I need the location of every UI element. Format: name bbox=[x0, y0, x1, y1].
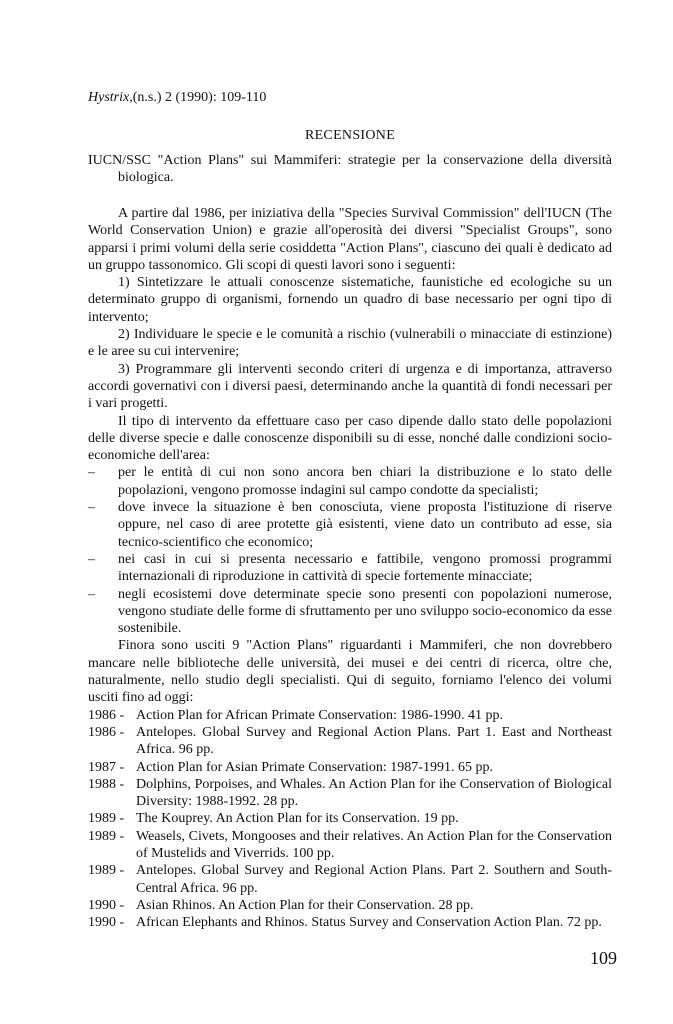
dash-marker: – bbox=[88, 551, 95, 567]
paragraph-intervention-type: Il tipo di intervento da effettuare caso per caso dipende dallo stato delle popolazioni delle diverse specie e dalle conoscenze disponibili su di esse, nonché dalle condizioni socio-economiche dell'area: bbox=[88, 413, 612, 464]
bullet-item bbox=[88, 464, 612, 499]
volume-entry bbox=[88, 914, 612, 931]
volume-year: 1989 - bbox=[88, 828, 125, 844]
volume-year: 1989 - bbox=[88, 811, 125, 827]
volume-year: 1986 - bbox=[88, 707, 125, 723]
bullet-text: per le entità di cui non sono ancora ben chiari la distribuzione e lo stato delle popolazioni, vengono promosse indagini sul campo condotte da specialisti; bbox=[118, 465, 612, 498]
volume-text: Antelopes. Global Survey and Regional Action Plans. Part 2. Southern and South-Central Africa. 96 pp. bbox=[136, 863, 612, 896]
paragraph-aim-2: 2) Individuare le specie e le comunità a rischio (vulnerabili o minacciate di estinzione) e le aree su cui intervenire; bbox=[88, 327, 612, 360]
volume-year: 1987 - bbox=[88, 759, 125, 775]
volume-text: Antelopes. Global Survey and Regional Action Plans. Part 1. East and Northeast Africa. 96 pp. bbox=[136, 724, 612, 758]
volume-year: 1990 - bbox=[88, 897, 125, 913]
volume-entry bbox=[88, 707, 612, 724]
journal-name: Hystrix, bbox=[88, 90, 133, 105]
volume-year: 1988 - bbox=[88, 776, 125, 792]
journal-volume-pages: (n.s.) 2 (1990): 109-110 bbox=[132, 90, 267, 105]
paragraph-aim-1: 1) Sintetizzare le attuali conoscenze sistematiche, faunistiche ed ecologiche su un determinato gruppo di organismi, fornendo un quadro di base necessario per ogni tipo di intervento; bbox=[88, 275, 612, 325]
volume-text: Weasels, Civets, Mongooses and their relatives. An Action Plan for the Conservation of Mustelids and Viverrids. 100 pp. bbox=[136, 828, 612, 861]
volume-entry bbox=[88, 776, 612, 811]
volume-entry bbox=[88, 828, 612, 863]
volume-entry bbox=[88, 810, 612, 827]
volume-text: Asian Rhinos. An Action Plan for their Conservation. 28 pp. bbox=[136, 897, 474, 913]
journal-citation bbox=[88, 90, 266, 106]
bullet-text: dove invece la situazione è ben conosciuta, viene proposta l'istituzione di riserve oppure, nel caso di aree protette già esistenti, viene dato un contributo ad esse, sia tecnico-scientifico che economico; bbox=[118, 500, 612, 550]
volume-entry bbox=[88, 759, 612, 776]
volume-text: Action Plan for African Primate Conservation: 1986-1990. 41 pp. bbox=[136, 707, 504, 723]
dash-marker: – bbox=[88, 500, 95, 516]
paragraph-intro: A partire dal 1986, per iniziativa della "Species Survival Commission" dell'IUCN (The World Conservation Union) e grazie all'operosità dei diversi "Specialist Groups", sono apparsi i primi volumi della serie cosiddetta "Action Plans", ciascuno dei quali è dedicato ad un gruppo tassonomico. Gli scopi di questi lavori sono i seguenti: bbox=[88, 206, 612, 273]
volume-text: Action Plan for Asian Primate Conservation: 1987-1991. 65 pp. bbox=[136, 759, 493, 775]
review-subtitle: IUCN/SSC "Action Plans" sui Mammiferi: strategie per la conservazione della diversità biologica. bbox=[88, 153, 612, 185]
paragraph-aim-3: 3) Programmare gli interventi secondo criteri di urgenza e di importanza, attraverso accordi governativi con i diversi paesi, determinando anche la quantità di fondi necessari per i vari progetti. bbox=[88, 361, 612, 412]
paragraph-closing: Finora sono usciti 9 "Action Plans" riguardanti i Mammiferi, che non dovrebbero mancare nelle biblioteche delle università, dei musei e dei centri di ricerca, oltre che, naturalmente, nello studio degli specialisti. Qui di seguito, forniamo l'elenco dei volumi usciti fino ad oggi: bbox=[88, 638, 612, 706]
bullet-text: negli ecosistemi dove determinate specie sono presenti con popolazioni numerose, vengono studiate delle forme di sfruttamento per uno sviluppo socio-economico da esse sostenibile. bbox=[118, 586, 612, 637]
volume-text: Dolphins, Porpoises, and Whales. An Action Plan for ihe Conservation of Biological Diversity: 1988-1992. 28 pp. bbox=[136, 776, 612, 810]
volume-entry bbox=[88, 724, 612, 759]
volume-entry bbox=[88, 897, 612, 914]
volume-list bbox=[88, 707, 612, 932]
review-title: RECENSIONE bbox=[304, 128, 396, 143]
dash-marker: – bbox=[88, 586, 95, 602]
volume-text: African Elephants and Rhinos. Status Survey and Conservation Action Plan. 72 pp. bbox=[136, 915, 602, 931]
bullet-item bbox=[88, 551, 612, 586]
page-number: 109 bbox=[590, 948, 617, 968]
volume-entry bbox=[88, 862, 612, 897]
volume-year: 1989 - bbox=[88, 863, 125, 879]
volume-text: The Kouprey. An Action Plan for its Conservation. 19 pp. bbox=[136, 811, 459, 827]
bullet-list bbox=[88, 464, 612, 637]
dash-marker: – bbox=[88, 465, 95, 481]
article-body bbox=[88, 205, 612, 931]
bullet-item bbox=[88, 499, 612, 551]
volume-year: 1990 - bbox=[88, 915, 125, 931]
bullet-item bbox=[88, 586, 612, 638]
bullet-text: nei casi in cui si presenta necessario e fattibile, vengono promossi programmi internazionali di riproduzione in cattività di specie fortemente minacciate; bbox=[118, 551, 612, 585]
volume-year: 1986 - bbox=[88, 724, 125, 740]
